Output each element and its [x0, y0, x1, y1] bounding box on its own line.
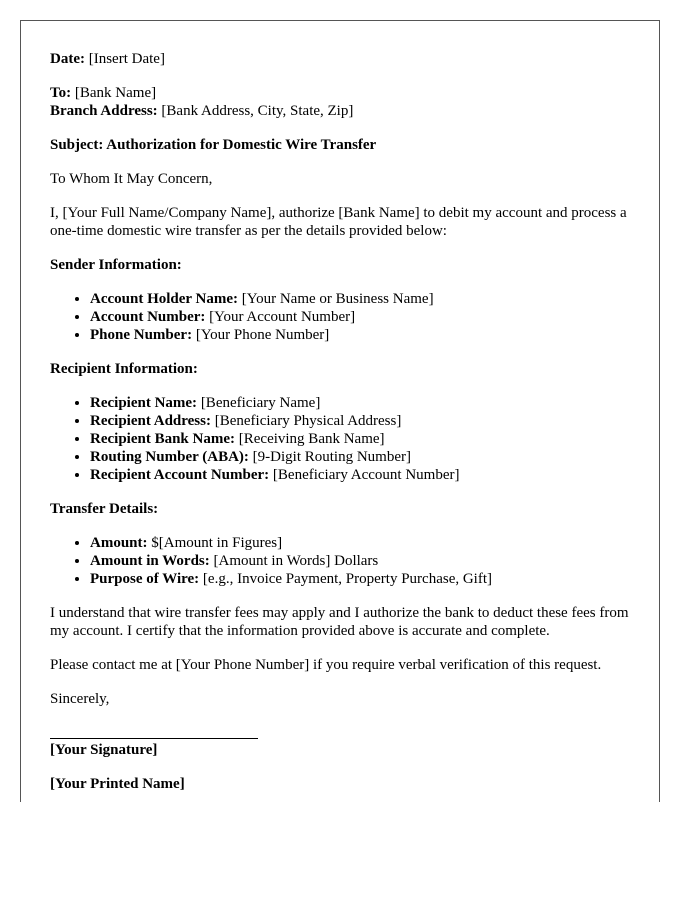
recipient-address-block: [50, 84, 640, 120]
item-value: [9-Digit Routing Number]: [252, 449, 411, 465]
sender-heading-text: Sender Information:: [50, 257, 182, 273]
signature-line: [50, 724, 258, 739]
item-label: Phone Number:: [90, 327, 193, 343]
item-value: [Amount in Words] Dollars: [213, 553, 379, 569]
list-item: [90, 290, 640, 308]
item-value: $[Amount in Figures]: [151, 535, 283, 551]
recipient-heading-text: Recipient Information:: [50, 361, 198, 377]
list-item: [90, 552, 640, 570]
transfer-heading-text: Transfer Details:: [50, 501, 159, 517]
item-label: Recipient Bank Name:: [90, 431, 235, 447]
to-value: [Bank Name]: [74, 85, 157, 101]
printed-name-placeholder: [Your Printed Name]: [50, 776, 185, 792]
list-item: [90, 308, 640, 326]
recipient-list: [50, 394, 640, 484]
to-label: To:: [50, 85, 72, 101]
item-value: [Beneficiary Physical Address]: [214, 413, 402, 429]
date-label: Date:: [50, 51, 85, 67]
branch-value: [Bank Address, City, State, Zip]: [161, 103, 354, 119]
item-label: Routing Number (ABA):: [90, 449, 249, 465]
subject-text: Subject: Authorization for Domestic Wire Transfer: [50, 137, 377, 153]
item-value: [Beneficiary Account Number]: [272, 467, 460, 483]
letter-page: [20, 20, 660, 802]
item-value: [Your Account Number]: [209, 309, 356, 325]
list-item: [90, 326, 640, 344]
salutation: To Whom It May Concern,: [50, 171, 213, 187]
closing: Sincerely,: [50, 691, 110, 707]
signature-block: [50, 741, 640, 759]
item-label: Amount in Words:: [90, 553, 210, 569]
intro-paragraph: I, [Your Full Name/Company Name], authorize [Bank Name] to debit my account and process a one-time domestic wire transfer as per the details provided below:: [50, 205, 627, 239]
signature-placeholder: [Your Signature]: [50, 742, 158, 758]
date-line: [50, 50, 640, 68]
transfer-list: [50, 534, 640, 588]
item-label: Purpose of Wire:: [90, 571, 200, 587]
subject-line: [50, 136, 640, 154]
item-label: Account Holder Name:: [90, 291, 239, 307]
list-item: [90, 534, 640, 552]
sender-heading: [50, 256, 640, 274]
branch-label: Branch Address:: [50, 103, 158, 119]
fees-paragraph: I understand that wire transfer fees may apply and I authorize the bank to deduct these fees from my account. I certify that the information provided above is accurate and complete.: [50, 605, 629, 639]
item-label: Account Number:: [90, 309, 206, 325]
letter-body: [50, 50, 640, 802]
sender-list: [50, 290, 640, 344]
item-label: Recipient Account Number:: [90, 467, 270, 483]
recipient-heading: [50, 360, 640, 378]
list-item: [90, 466, 640, 484]
date-value: [Insert Date]: [88, 51, 165, 67]
item-value: [Receiving Bank Name]: [238, 431, 385, 447]
list-item: [90, 412, 640, 430]
item-value: [Beneficiary Name]: [200, 395, 321, 411]
list-item: [90, 394, 640, 412]
list-item: [90, 430, 640, 448]
transfer-heading: [50, 500, 640, 518]
item-label: Recipient Name:: [90, 395, 198, 411]
item-value: [Your Phone Number]: [195, 327, 330, 343]
list-item: [90, 570, 640, 588]
printed-name-block: [50, 775, 640, 793]
item-label: Amount:: [90, 535, 148, 551]
item-label: Recipient Address:: [90, 413, 211, 429]
item-value: [e.g., Invoice Payment, Property Purchase, Gift]: [202, 571, 493, 587]
contact-paragraph: Please contact me at [Your Phone Number] if you require verbal verification of this request.: [50, 657, 602, 673]
list-item: [90, 448, 640, 466]
item-value: [Your Name or Business Name]: [241, 291, 434, 307]
